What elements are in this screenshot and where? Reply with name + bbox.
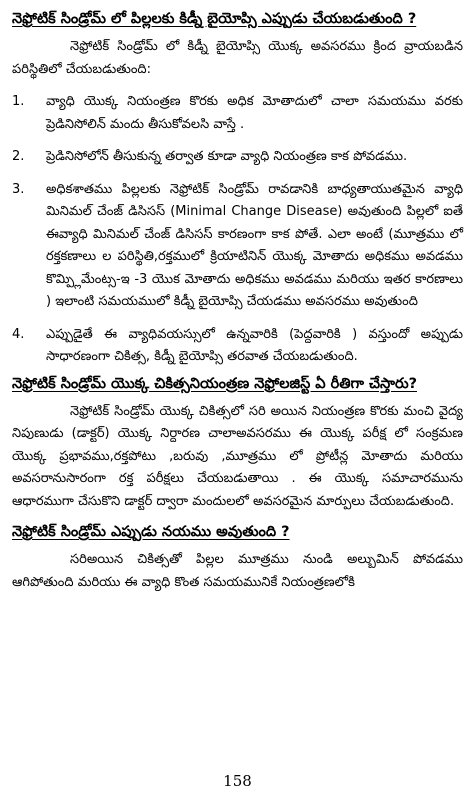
list-item — [12, 324, 463, 369]
list-item-text: అధికశాతము పిల్లలకు నెఫ్రోటిక్ సిండ్రోమ్ రావడానికి బాధ్యతాయుతమైన వ్యాధి మినిమల్ చేంజ్ డిసిసస్ (Minimal Change Disease) అవుతుంది పిల్లలో ఐతే ఈవ్యాధి మినిమల్ చేంజ్ డిసిసస్ కారణంగా కాక పోతే. ఎలా అంటే (మూత్రము లో రక్తకణాలు ల పరిస్థితి,రక్తములో క్రియాటినిన్ యొక్క మోతాదు అధికము అవడము కొమ్ప్లిమేంట్స-ఇ -3 యొక మోతాదు అధికము అవడము మరియు ఇతర కారణాలు ) ఇలాంటి సమయములో కిడ్నీ బైయోప్సి చేయడము అవసరము అవుతుంది — [46, 181, 463, 309]
list-item — [12, 179, 463, 314]
list-item-number: 1. — [12, 94, 25, 109]
heading-treatment-control: నెఫ్రోటిక్ సిండ్రోమ్ యొక్క చికిత్సనియంత్రణ నెఫ్రోలజిస్ట్ ఏ రీతిగా చేస్తారు? — [12, 375, 417, 392]
cure-paragraph: సరిఅయిన చికిత్సతో పిల్లల మూత్రము నుండి అల్బుమిన్ పోవడము ఆగిపోతుంది మరియు ఈ వ్యాధి కొంత సమయమునికే నియంత్రణలోకి — [12, 552, 463, 590]
heading-when-cured: నెఫ్రోటిక్ సిండ్రోమ్ ఎప్పుడు నయము అవుతుంది ? — [12, 524, 290, 540]
list-item-number: 3. — [12, 181, 25, 197]
list-item-number: 2. — [12, 149, 25, 164]
page-number: 158 — [223, 772, 252, 790]
list-item-text: ఎప్పుడైతే ఈ వ్యాధివయస్సులో ఉన్నవారికి (పెద్దవారికి ) వస్తుందో అప్పుడు సాధారణంగా చికిత్స, కిడ్నీ బైయోప్సి తరవాత చేయబడుతుంది. — [46, 326, 463, 364]
list-item — [12, 91, 463, 136]
list-item-text: వ్యాధి యొక్క నియంత్రణ కొరకు అధిక మోతాదులో చాలా సమయము వరకు ప్రెడినిసోలిన్ మందు తీసుకోవలసి వాస్తే . — [46, 94, 463, 132]
heading-biopsy-when: నెఫ్రోటిక్ సిండ్రోమ్ లో పిల్లలకు కిడ్నీ బైయోప్సి ఎప్పుడు చేయబడుతుంది ? — [12, 11, 417, 27]
intro-paragraph: నెఫ్రోటిక్ సిండ్రోమ్ లో కిడ్నీ బైయోప్సి యొక్క అవసరము క్రింద వ్రాయబడిన పరిస్థితిలో చేయబడుతుంది: — [12, 39, 463, 77]
list-item — [12, 146, 463, 169]
list-item-text: ప్రెడినిసోలోన్ తీసుకున్న తర్వాత కూడా వ్యాధి నియంత్రణ కాక పోవడము. — [46, 149, 408, 164]
list-item-number: 4. — [12, 326, 25, 342]
treatment-paragraph: నెఫ్రోటిక్ సిండ్రోమ్ యొక్క చికిత్సలో సరి అయిన నియంత్రణ కొరకు మంచి వైద్య నిపుణుడు (డాక్టర్) యొక్క నిర్దారణ చాలాఅవసరము ఈ యొక్క పరీక్ష లో సంక్రమణ యొక్క ప్రభావము,రక్తపోటు ,బరువు ,మూత్రము లో ప్రోటీన్ల మోతాదు మరియు అవసరానుసారంగా రక్త పరీక్షలు చేయబడుతాయి . ఈ యొక్క సమాచారమును ఆధారముగా చేసుకొని డాక్టర్ ద్వారా మందులలో అవసరమైన మార్పులు చేయబడుతుంది. — [12, 403, 463, 509]
biopsy-conditions-list — [12, 91, 463, 369]
